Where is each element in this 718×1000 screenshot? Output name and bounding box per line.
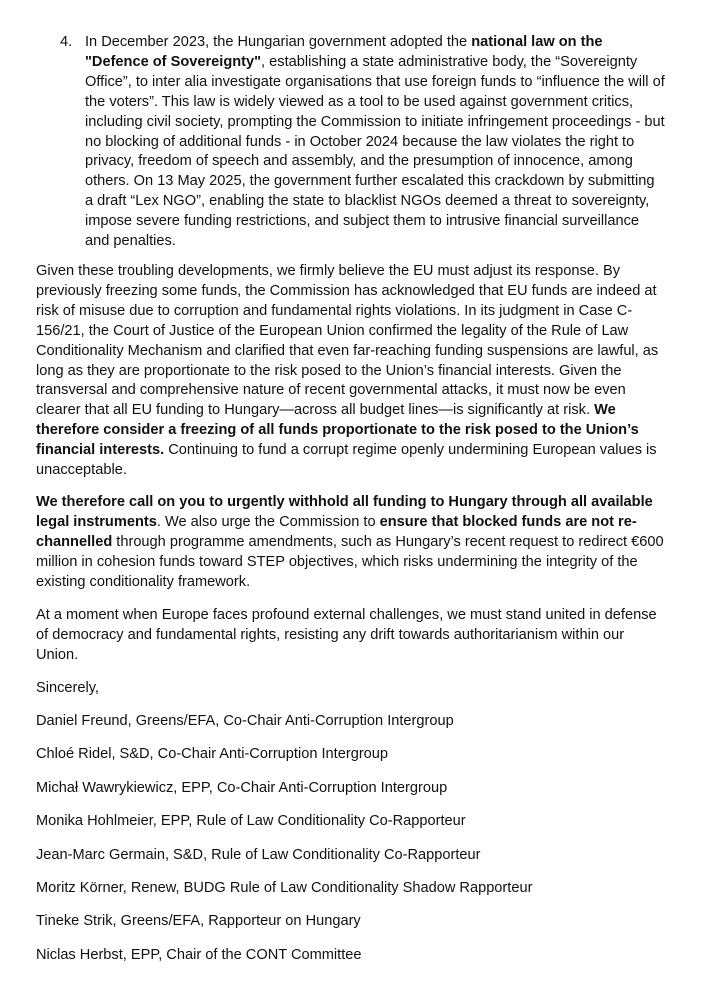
paragraph1-text-2: Continuing to fund a corrupt regime openly undermining European values is unacceptable. (36, 442, 657, 479)
paragraph2-text-2: through programme amendments, such as Hungary’s recent request to redirect €600 million in cohesion funds toward STEP objectives, which risks undermining the integrity of the existing conditionality framework. (36, 533, 664, 590)
signatory: Monika Hohlmeier, EPP, Rule of Law Conditionality Co-Rapporteur (36, 813, 466, 830)
item4-text-2: , establishing a state administrative body, the “Sovereignty Office”, to inter alia investigate organisations that use foreign funds to “influence the will of the voters”. This law is widely viewed as a tool to be used against government critics, including civil society, prompting the Commission to initiate infringement proceedings - but no blocking of additional funds - in October 2024 because the law violates the right to privacy, freedom of speech and assembly, and the presumption of innocence, among others. On 13 May 2025, the government further escalated this crackdown by submitting a draft “Lex NGO”, enabling the state to blacklist NGOs deemed a threat to sovereignty, impose severe funding restrictions, and subject them to intrusive financial surveillance and penalties. (85, 53, 665, 250)
paragraph2-text-1: . We also urge the Commission to (156, 513, 380, 530)
list-number: 4. (60, 34, 73, 50)
signatory: Daniel Freund, Greens/EFA, Co-Chair Anti-Corruption Intergroup (36, 713, 454, 729)
list-item-4 (60, 33, 665, 252)
signatory: Moritz Körner, Renew, BUDG Rule of Law Conditionality Shadow Rapporteur (36, 879, 533, 896)
item4-text-1: In December 2023, the Hungarian government adopted the (85, 34, 472, 50)
signatory-list (36, 712, 532, 979)
paragraph2-bold-withhold: We therefore call on you to urgently withhold all funding to Hungary through all available legal instruments (36, 494, 653, 530)
paragraph1-text-1: Given these troubling developments, we firmly believe the EU must adjust its response. By previously freezing some funds, the Commission has acknowledged that EU funds are indeed at risk of misuse due to corruption and fundamental rights violations. In its judgment in Case C-156/21, the Court of Justice of the European Union confirmed the legality of the Rule of Law Conditionality Mechanism and clarified that even far-reaching funding suspensions are lawful, as long as they are proportionate to the risk posed to the Union’s financial interests. Given the transversal and comprehensive nature of recent governmental attacks, it must now be even clearer that all EU funding to Hungary—across all budget lines—is significantly at risk. (36, 263, 659, 419)
signatory: Niclas Herbst, EPP, Chair of the CONT Committee (36, 946, 362, 963)
signatory: Chloé Ridel, S&D, Co-Chair Anti-Corruption Intergroup (36, 746, 389, 763)
item4-bold-law-name: national law on the "Defence of Sovereignty" (85, 34, 603, 70)
signatory: Michał Wawrykiewicz, EPP, Co-Chair Anti-Corruption Intergroup (36, 779, 448, 796)
paragraph-call-to-action (36, 493, 666, 593)
paragraph2-bold-rechannel: ensure that blocked funds are not re-channelled (36, 513, 637, 550)
signatory: Jean-Marc Germain, S&D, Rule of Law Conditionality Co-Rapporteur (36, 846, 481, 863)
paragraph-conclusion: At a moment when Europe faces profound external challenges, we must stand united in defense of democracy and fundamental rights, resisting any drift towards authoritarianism within our Union. (36, 607, 657, 663)
paragraph1-bold-freeze: We therefore consider a freezing of all funds proportionate to the risk posed to the Union’s financial interests. (36, 402, 639, 459)
signatory: Tineke Strik, Greens/EFA, Rapporteur on Hungary (36, 913, 361, 930)
closing-salutation: Sincerely, (36, 680, 99, 696)
paragraph-developments (36, 262, 666, 481)
